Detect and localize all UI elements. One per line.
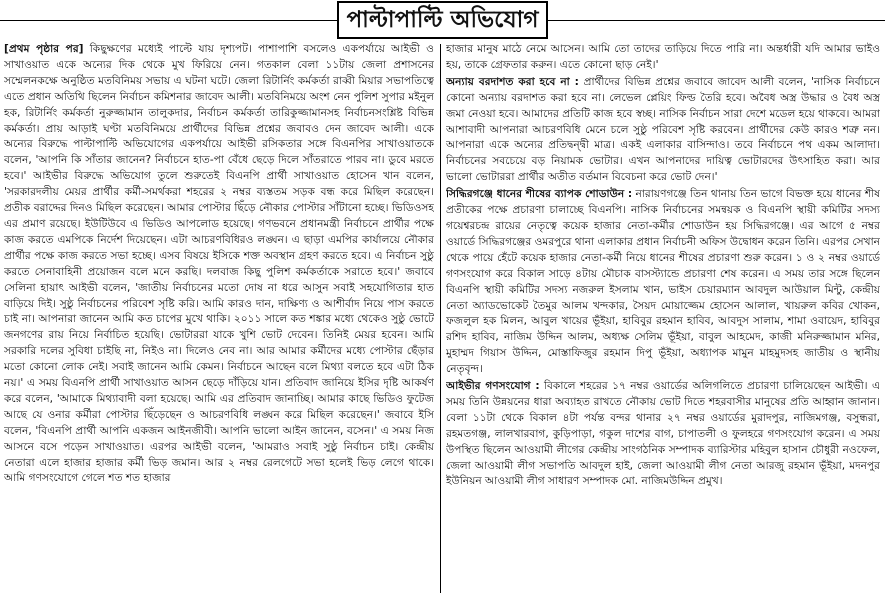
headline-bar — [0, 0, 885, 40]
left-paragraph — [4, 42, 434, 487]
section-lead: আইভীর গণসংযোগ : — [446, 380, 540, 393]
headline: পাল্টাপাল্টি অভিযোগ — [337, 1, 549, 39]
section-paragraph — [446, 379, 880, 490]
section-paragraph — [446, 75, 880, 186]
left-paragraph-body: কিছুক্ষণের মধ্যেই পাল্টে যায় দৃশ্যপট। পাশাপাশি বসলেও একপর্যায়ে আইভী ও সাখাওয়াত একে অন্যের দিক থেকে মুখ ফিরিয়ে নেন। গতকাল বেলা ১১টায় জেলা প্রশাসনের সম্মেলনকক্ষে অনুষ্ঠিত মতবিনিময় সভায় এ ঘটনা ঘটে। জেলা রিটার্নিং কর্মকর্তা রাব্বী মিয়ার সভাপতিত্বে এতে প্রধান অতিথি ছিলেন নির্বাচন কমিশনার জাবেদ আলী। মতবিনিময়ে অংশ নেন পুলিশ সুপার মইনুল হক, রিটার্নিং কর্মকর্তা নুরুজ্জামান তালুকদার, নির্বাচন কর্মকর্তা তারিকুজ্জামানসহ নির্বাচনসংশ্লিষ্ট বিভিন্ন কর্মকর্তা। প্রায় আড়াই ঘণ্টা মতবিনিময়ে প্রার্থীদের বিভিন্ন প্রশ্নের জবাবও দেন জাবেদ আলী। একে অন্যের বিরুদ্ধে পাল্টাপাল্টি অভিযোগের একপর্যায়ে আইভী রসিকতার সঙ্গে বিএনপির সাখাওয়াতকে বলেন, 'আপনি কি সাঁতার জানেন? নির্বাচনে হাত-পা বেঁধে ছেড়ে দিলে সাঁতরাতে পারব না। ডুবে মরতে হবে।' আইভীর বিরুদ্ধে অভিযোগ তুলে শুরুতেই বিএনপি প্রার্থী সাখাওয়াত হোসেন খান বলেন, 'সরকারদলীয় মেয়র প্রার্থীর কর্মী-সমর্থকরা শহরের ২ নম্বর ব্যস্ততম সড়ক বন্ধ করে মিছিল করেছেন। প্রতীক বরাদ্দের দিনও মিছিল করেছেন। আমার পোস্টার ছিঁড়ে নৌকার পোস্টার সাঁটানো হচ্ছে। ভিডিওসহ এর প্রমাণ রয়েছে। ইউটিউবে এ ভিডিও আপলোড হয়েছে। গণভবনে প্রধানমন্ত্রী নির্বাচনে প্রার্থীর পক্ষে কাজ করতে এমপিকে নির্দেশ দিয়েছেন। এটা আচরণবিধিরও লঙ্ঘন। এ ছাড়া এমপির কার্যালয়ে নৌকার প্রার্থীর পক্ষে কাজ করতে সভা হচ্ছে। এসব বিষয়ে ইসিকে শক্ত অবস্থান গ্রহণ করতে হবে। এ নির্বাচন সুষ্ঠু করতে সেনাবাহিনী প্রয়োজন বলে মনে করছি। দলবাজ কিছু পুলিশ কর্মকর্তাকে সরাতে হবে।' জবাবে সেলিনা হায়াৎ আইভী বলেন, 'জাতীয় নির্বাচনের মতো দোষ না ধরে আসুন সবাই সহযোগিতার হাত বাড়িয়ে দিই। সুষ্ঠু নির্বাচনের পরিবেশ সৃষ্টি করি। আমি কারও দান, দাক্ষিণ্য ও আশীর্বাদ নিয়ে পাস করতে চাই না। আপনারা জানেন আমি কত চাপের মুখে থাকি। ২০১১ সালে কত শঙ্কার মধ্যে থেকেও সুষ্ঠু ভোটে জনগণের রায় নিয়ে নির্বাচিত হয়েছি। ভোটাররা যাকে খুশি ভোট দেবেন। তিনিই মেয়র হবেন। আমি সরকারি দলের সুবিধা চাইছি না, নিইও না। দিলেও নেব না। আর আমার কর্মীদের মধ্যে পোস্টার ছেঁড়ার মতো কোনো লোক নেই। সবাই জানেন আমি কেমন। নির্বাচনে আছেন বলে মিথ্যা বলতে হবে এটা ঠিক নয়।' এ সময় বিএনপি প্রার্থী সাখাওয়াত আসন ছেড়ে দাঁড়িয়ে যান। প্রতিবাদ জানিয়ে ইসির দৃষ্টি আকর্ষণ করে বলেন, 'আমাকে মিথ্যাবাদী বলা হয়েছে। আমি এর প্রতিবাদ জানাচ্ছি। আমার কাছে ভিডিও ফুটেজ আছে যে ওনার কর্মীরা পোস্টার ছিঁড়েছেন ও আচরণবিধি লঙ্ঘন করে মিছিল করেছেন।' জবাবে ইসি বলেন, 'বিএনপি প্রার্থী আপনি একজন আইনজীবী। আপনি ভালো আইন জানেন, বসেন।' এ সময় নিজ আসনে বসে পড়েন সাখাওয়াত। এরপর আইভী বলেন, 'আমরাও সবাই সুষ্ঠু নির্বাচন চাই। কেন্দ্রীয় নেতারা এলে হাজার হাজার কর্মী ভিড় জমান। আর ২ নম্বর রেলগেটে সভা হলেই ভিড় লেগে থাকে। আমি গণসংযোগে গেলে শত শত হাজার — [4, 43, 434, 485]
right-column — [446, 42, 880, 595]
column-divider — [440, 44, 441, 593]
left-column — [4, 42, 434, 595]
continued-from-front-page-label: [প্রথম পৃষ্ঠার পর] — [4, 43, 84, 55]
right-intro-paragraph: হাজার মানুষ মাঠে নেমে আসেন। আমি তো তাদের তাড়িয়ে দিতে পারি না। অন্তর্ধারী যদি আমার ভাইও হয়, তাকে গ্রেফতার করুন। এতে কোনো ছাড় নেই।' — [446, 43, 880, 71]
section-body: প্রার্থীদের বিভিন্ন প্রশ্নের জবাবে জাবেদ আলী বলেন, 'নাসিক নির্বাচনে কোনো অন্যায় বরদাশত করা হবে না। লেভেল প্লেয়িং ফিল্ড তৈরি হবে। অবৈধ অস্ত্র উদ্ধার ও বৈধ অস্ত্র জমা নেওয়া হবে। আমাদের প্রতিটি কাজ হবে স্বচ্ছ। নাসিক নির্বাচন সারা দেশে মডেল হয়ে থাকবে। আমরা আশাবাদী আপনারা আচরণবিধি মেনে চলে সুষ্ঠু পরিবেশ সৃষ্টি করবেন। প্রার্থীদের কেউ কারও শত্রু নন। আপনারা একে অন্যের প্রতিদ্বন্দ্বী মাত্র। একই এলাকার বাসিন্দাও। তবে নির্বাচনে পথ একম আলাদা। নির্বাচনের সবচেয়ে বড় নিয়ামক ভোটার। এখন আপনাদের দায়িত্ব ভোটারদের উৎসাহিত করা। আর ভালো ভোটাররা প্রার্থীর অতীত বর্তমান বিবেচনা করে ভোট দেন।' — [446, 75, 880, 184]
section-body: বিকালে শহরের ১৭ নম্বর ওয়ার্ডের অলিগলিতে প্রচারণা চালিয়েছেন আইভী। এ সময় তিনি উন্নয়নের ধারা অব্যাহত রাখতে নৌকায় ভোট দিতে শহরবাসীর মানুষের প্রতি আহ্বান জানান। বেলা ১১টা থেকে বিকাল ৪টা পর্যন্ত বন্দর থানার ২৭ নম্বর ওয়ার্ডের মুরাদপুর, নাজিমগঞ্জ, বসুন্ধরা, রহমতগঞ্জ, লালখারবাগ, কুড়িপাড়া, গকুল দাশের বাগ, চাপাতলী ও ফুলহরে গণসংযোগ করেন। এ সময় উপস্থিত ছিলেন আওয়ামী লীগের কেন্দ্রীয় সাংগঠনিক সম্পাদক ব্যারিস্টার মহিবুল হাসান চৌধুরী নওফেল, জেলা আওয়ামী লীগ সভাপতি আবদুল হাই, জেলা আওয়ামী লীগ নেতা আরজু রহমান ভূঁইয়া, মদনপুর ইউনিয়ন আওয়ামী লীগ সাধারণ সম্পাদক মো. নাজিমউদ্দিন প্রমুখ। — [446, 380, 880, 488]
section-paragraph — [446, 187, 880, 378]
section-body: নারায়ণগঞ্জে তিন থানায় তিন ভাগে বিভক্ত হয়ে ধানের শীষ প্রতীকের পক্ষে প্রচারণা চালাচ্ছে বিএনপি। নাসিক নির্বাচনের সমন্বয়ক ও বিএনপি স্থায়ী কমিটির সদস্য গয়েশ্বরচন্দ্র রায়ের নেতৃত্বে কয়েক হাজার নেতা-কর্মীর শোডাউন হয় সিদ্ধিরগঞ্জে। এর আগে ৫ নম্বর ওয়ার্ডে সিদ্ধিরগঞ্জের ওমরপুরে থানা এলাকার প্রধান নির্বাচনী অফিস উদ্বোধন করেন তিনি। এরপর সেখান থেকে পায়ে হেঁটে কয়েক হাজার নেতা-কর্মী নিয়ে ধানের শীষের প্রচারণা শুরু করেন। ১ ও ২ নম্বর ওয়ার্ডে গণসংযোগ করে বিকাল সাড়ে ৪টায় মৌচাক বাসস্ট্যান্ডে প্রচারণা শেষ করেন। এ সময় তার সঙ্গে ছিলেন বিএনপি স্থায়ী কমিটির সদস্য নজরুল ইসলাম খান, ভাইস চেয়ারম্যান আবদুল আউয়াল মিন্টু, কেন্দ্রীয় নেতা অ্যাডভোকেট তৈমুর আলম খন্দকার, সৈয়দ মোয়াজ্জেম হোসেন আলাল, খায়রুল কবির খোকন, ফজলুল হক মিলন, আবুল খায়ের ভূঁইয়া, হাবিবুর রহমান হাবিব, আবদুস সালাম, শামা ওবায়েদ, হাবিবুর রশিদ হাবিব, নাজিম উদ্দিন আলম, অধ্যক্ষ সেলিম ভূঁইয়া, বাবুল আহমেদ, কাজী মনিরুজ্জামান মনির, মুহাম্মদ গিয়াস উদ্দিন, মোস্তাফিজুর রহমান দিপু ভূঁইয়া, অধ্যাপক মামুন মাহমুদসহ জাতীয় ও স্থানীয় নেতৃবৃন্দ। — [446, 188, 880, 376]
section-lead: অন্যায় বরদাশত করা হবে না : — [446, 75, 579, 88]
section-lead: সিদ্ধিরগঞ্জে ধানের শীষের ব্যাপক শোডাউন : — [446, 188, 633, 201]
